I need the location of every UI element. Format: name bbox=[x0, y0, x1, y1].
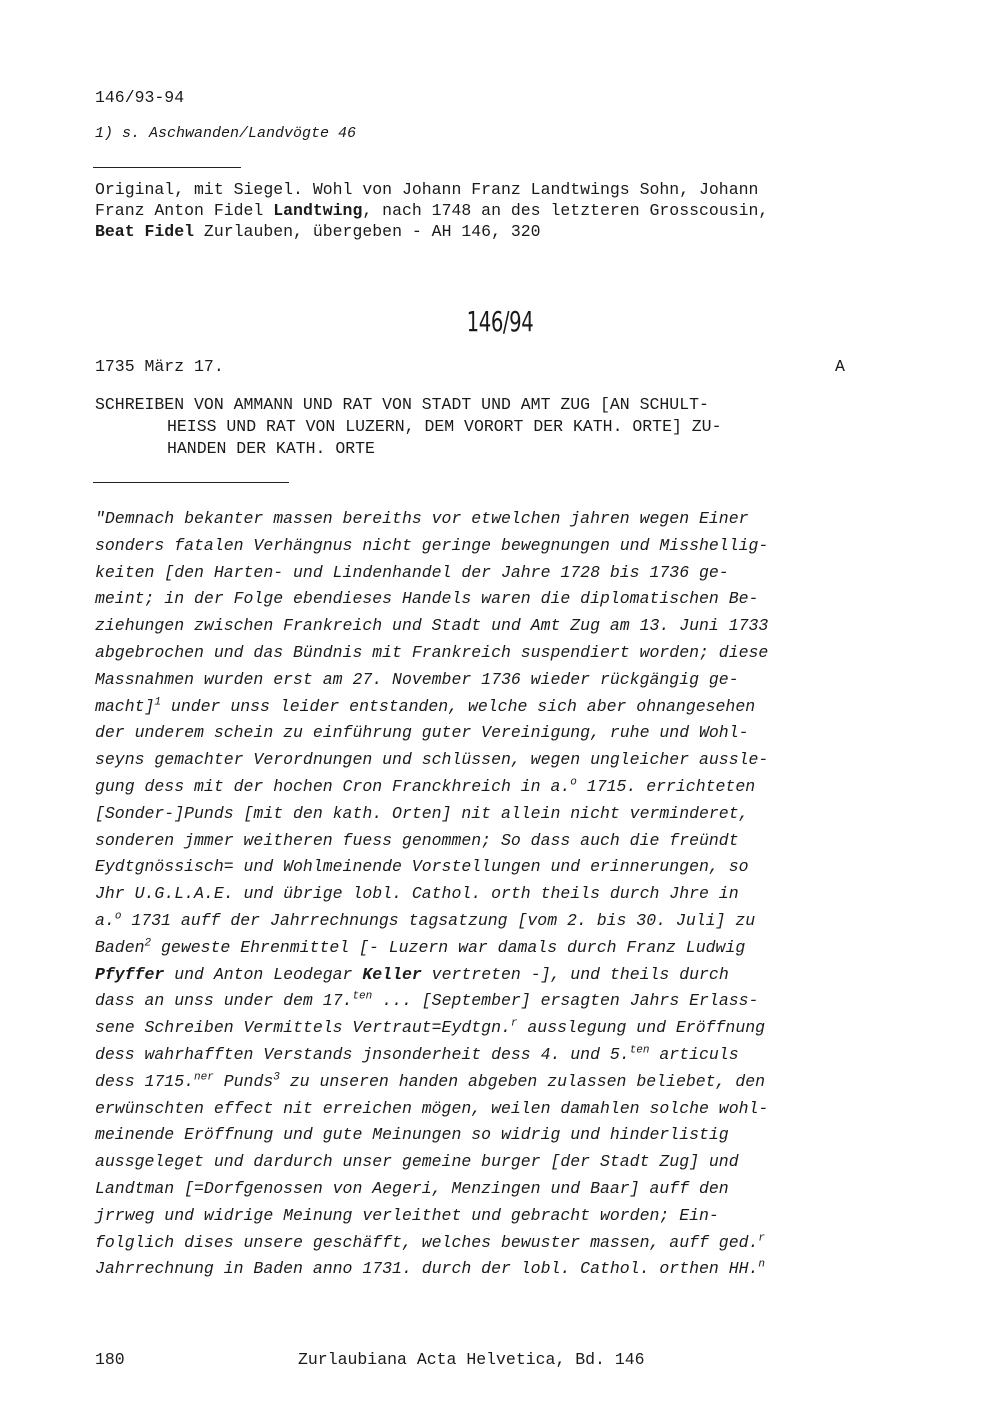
footnote-marker: 3 bbox=[273, 1071, 280, 1084]
transcript-line: Jahrrechnung in Baden anno 1731. durch der lobl. Cathol. orthen HH.$^n$ bbox=[95, 1258, 766, 1279]
transcript-body bbox=[95, 506, 875, 1283]
transcript-line: abgebrochen und das Bündnis mit Frankreich suspendiert worden; diese bbox=[95, 642, 769, 662]
transcript-line: macht]$^1$ under unss leider entstanden, welche sich aber ohnangesehen bbox=[95, 696, 756, 716]
document-number: 146/94 bbox=[466, 305, 534, 338]
transcript-line: dess wahrhafften Verstands jnsonderheit dess 4. und 5.$^{ten}$ articuls bbox=[95, 1044, 739, 1064]
transcript-line: sonderen jmmer weitheren fuess genommen; So dass auch die freündt bbox=[95, 830, 739, 850]
footnote-rule bbox=[93, 167, 241, 168]
transcript-line: [Sonder-]Punds [mit den kath. Orten] nit allein nicht verminderet, bbox=[95, 803, 749, 823]
transcript-line: dess 1715.$^{ner}$ Punds$^3$ zu unseren handen abgeben zulassen beliebet, den bbox=[95, 1071, 766, 1091]
transcript-line: dass an unss under dem 17.$^{ten}$ ... [September] ersagten Jahrs Erlass- bbox=[95, 990, 759, 1011]
transcript-line: ziehungen zwischen Frankreich und Stadt und Amt Zug am 13. Juni 1733 bbox=[95, 616, 769, 636]
series-title: Zurlaubiana Acta Helvetica, Bd. 146 bbox=[298, 1350, 645, 1369]
transcript-line: Baden$^2$ geweste Ehrenmittel [- Luzern war damals durch Franz Ludwig bbox=[95, 937, 746, 957]
transcript-line: meinende Eröffnung und gute Meinungen so widrig und hinderlistig bbox=[95, 1125, 729, 1145]
footnote: 1) s. Aschwanden/Landvögte 46 bbox=[95, 125, 357, 142]
transcript-line: a.$^o$ 1731 auff der Jahrrechnungs tagsatzung [vom 2. bis 30. Juli] zu bbox=[95, 910, 756, 930]
title-rule bbox=[93, 482, 289, 483]
page-number: 180 bbox=[95, 1350, 125, 1369]
transcript-line: jrrweg und widrige Meinung verleithet und gebracht worden; Ein- bbox=[95, 1205, 719, 1225]
note-line: Original, mit Siegel. Wohl von Johann Franz Landtwings Sohn, Johann bbox=[95, 180, 759, 199]
document-title: SCHREIBEN VON AMMANN UND RAT VON STADT UND AMT ZUG [AN SCHULT- HEISS UND RAT VON LUZERN, DEM VORORT DER KATH. ORTE] ZU- HANDEN DER KATH. ORTE bbox=[95, 395, 722, 458]
transcript-line: Landtman [=Dorfgenossen von Aegeri, Menzingen und Baar] auff den bbox=[95, 1178, 729, 1198]
transcript-line: seyns gemachter Verordnungen und schlüssen, wegen ungleicher aussle- bbox=[95, 750, 769, 770]
transcript-line: keiten [den Harten- und Lindenhandel der Jahre 1728 bis 1736 ge- bbox=[95, 562, 729, 582]
transcript-line: der underem schein zu einführung guter Vereinigung, ruhe und Wohl- bbox=[95, 723, 749, 743]
note-line: Franz Anton Fidel Landtwing, nach 1748 an des letzteren Grosscousin, bbox=[95, 201, 769, 220]
transcript-line: sene Schreiben Vermittels Vertraut=Eydtgn.$^r$ ausslegung und Eröffnung bbox=[95, 1017, 766, 1038]
note-line: Beat Fidel Zurlauben, übergeben - AH 146, 320 bbox=[95, 222, 541, 241]
transcript-line: meint; in der Folge ebendieses Handels waren die diplomatischen Be- bbox=[95, 589, 759, 609]
transcript-line: Eydtgnössisch= und Wohlmeinende Vorstellungen und erinnerungen, so bbox=[95, 857, 749, 877]
footnote-marker: 2 bbox=[144, 937, 152, 950]
previous-document-note bbox=[95, 179, 875, 242]
transcript-line: Pfyffer und Anton Leodegar Keller vertreten -], und theils durch bbox=[95, 964, 729, 984]
document-date: 1735 März 17. bbox=[95, 357, 224, 376]
document-mark: A bbox=[835, 357, 845, 376]
transcript-line: "Demnach bekanter massen bereiths vor etwelchen jahren wegen Einer bbox=[95, 509, 749, 528]
transcript-line: folglich dises unsere geschäfft, welches bewuster massen, auff ged.$^r$ bbox=[95, 1232, 766, 1252]
transcript-line: Massnahmen wurden erst am 27. November 1736 wieder rückgängig ge- bbox=[95, 669, 739, 689]
transcript-line: Jhr U.G.L.A.E. und übrige lobl. Cathol. orth theils durch Jhre in bbox=[95, 884, 739, 904]
footnote-marker: 1 bbox=[154, 696, 162, 709]
transcript-line: aussgeleget und dardurch unser gemeine burger [der Stadt Zug] und bbox=[95, 1152, 739, 1172]
transcript-line: sonders fatalen Verhängnus nicht geringe bewegnungen und Misshellig- bbox=[95, 535, 769, 555]
page-reference: 146/93-94 bbox=[95, 88, 185, 107]
transcript-line: erwünschten effect nit erreichen mögen, weilen damahlen solche wohl- bbox=[95, 1098, 769, 1118]
transcript-line: gung dess mit der hochen Cron Franckhreich in a.$^o$ 1715. errichteten bbox=[95, 776, 756, 796]
